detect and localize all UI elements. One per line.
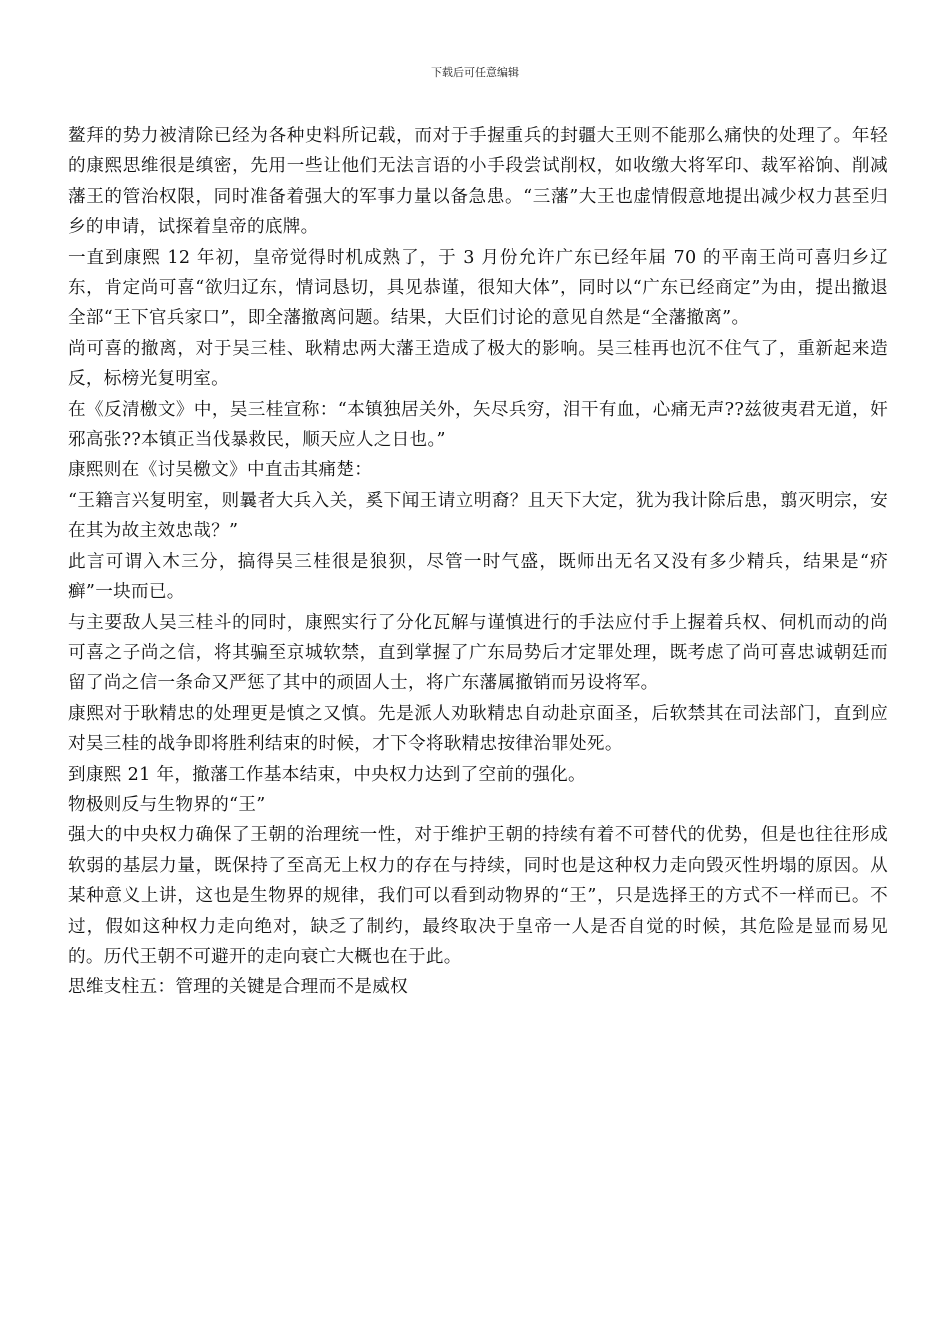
- paragraph: 鳌拜的势力被清除已经为各种史料所记载，而对于手握重兵的封疆大王则不能那么痛快的处理了。年轻的康熙思维很是缜密，先用一些让他们无法言语的小手段尝试削权，如收缴大将军印、裁军裕饷、削减藩王的管治权限，同时准备着强大的军事力量以备急患。“三藩”大王也虚情假意地提出减少权力甚至归乡的申请，试探着皇帝的底牌。: [68, 126, 888, 238]
- paragraph: 在《反清檄文》中，吴三桂宣称：“本镇独居关外，矢尽兵穷，泪干有血，心痛无声??兹彼夷君无道，奸邪高张??本镇正当伐暴救民，顺天应人之日也。”: [68, 399, 888, 451]
- paragraph: 到康熙 21 年，撤藩工作基本结束，中央权力达到了空前的强化。: [68, 764, 586, 785]
- paragraph: 此言可谓入木三分，搞得吴三桂很是狼狈，尽管一时气盛，既师出无名又没有多少精兵，结果是“疥癣”一块而已。: [68, 551, 888, 603]
- document-body: [68, 121, 888, 1003]
- section-heading: 物极则反与生物界的“王”: [68, 794, 266, 815]
- section-heading: 思维支柱五：管理的关键是合理而不是威权: [68, 977, 408, 998]
- paragraph: 尚可喜的撤离，对于吴三桂、耿精忠两大藩王造成了极大的影响。吴三桂再也沉不住气了，重新起来造反，标榜光复明室。: [68, 338, 888, 390]
- paragraph: 康熙对于耿精忠的处理更是慎之又慎。先是派人劝耿精忠自动赴京面圣，后软禁其在司法部门，直到应对吴三桂的战争即将胜利结束的时候，才下令将耿精忠按律治罪处死。: [68, 703, 888, 755]
- paragraph: 与主要敌人吴三桂斗的同时，康熙实行了分化瓦解与谨慎进行的手法应付手上握着兵权、伺机而动的尚可喜之子尚之信，将其骗至京城软禁，直到掌握了广东局势后才定罪处理，既考虑了尚可喜忠诚朝廷而留了尚之信一条命又严惩了其中的顽固人士，将广东藩属撤销而另设将军。: [68, 612, 888, 694]
- paragraph: 康熙则在《讨吴檄文》中直击其痛楚：: [68, 460, 373, 481]
- paragraph: 一直到康熙 12 年初，皇帝觉得时机成熟了，于 3 月份允许广东已经年届 70 的平南王尚可喜归乡辽东，肯定尚可喜“欲归辽东，情词恳切，具见恭谨，很知大体”，同时以“广东已经商定”为由，提出撤退全部“王下官兵家口”，即全藩撤离问题。结果，大臣们讨论的意见自然是“全藩撤离”。: [68, 247, 888, 329]
- paragraph: “王籍言兴复明室，则曩者大兵入关，奚下闻王请立明裔？且天下大定，犹为我计除后患，翦灭明宗，安在其为故主效忠哉？”: [68, 490, 888, 542]
- page-header: 下载后可任意编辑: [431, 66, 519, 79]
- paragraph: 强大的中央权力确保了王朝的治理统一性，对于维护王朝的持续有着不可替代的优势，但是也往往形成软弱的基层力量，既保持了至高无上权力的存在与持续，同时也是这种权力走向毁灭性坍塌的原因。从某种意义上讲，这也是生物界的规律，我们可以看到动物界的“王”，只是选择王的方式不一样而已。不过，假如这种权力走向绝对，缺乏了制约，最终取决于皇帝一人是否自觉的时候，其危险是显而易见的。历代王朝不可避开的走向衰亡大概也在于此。: [68, 825, 888, 967]
